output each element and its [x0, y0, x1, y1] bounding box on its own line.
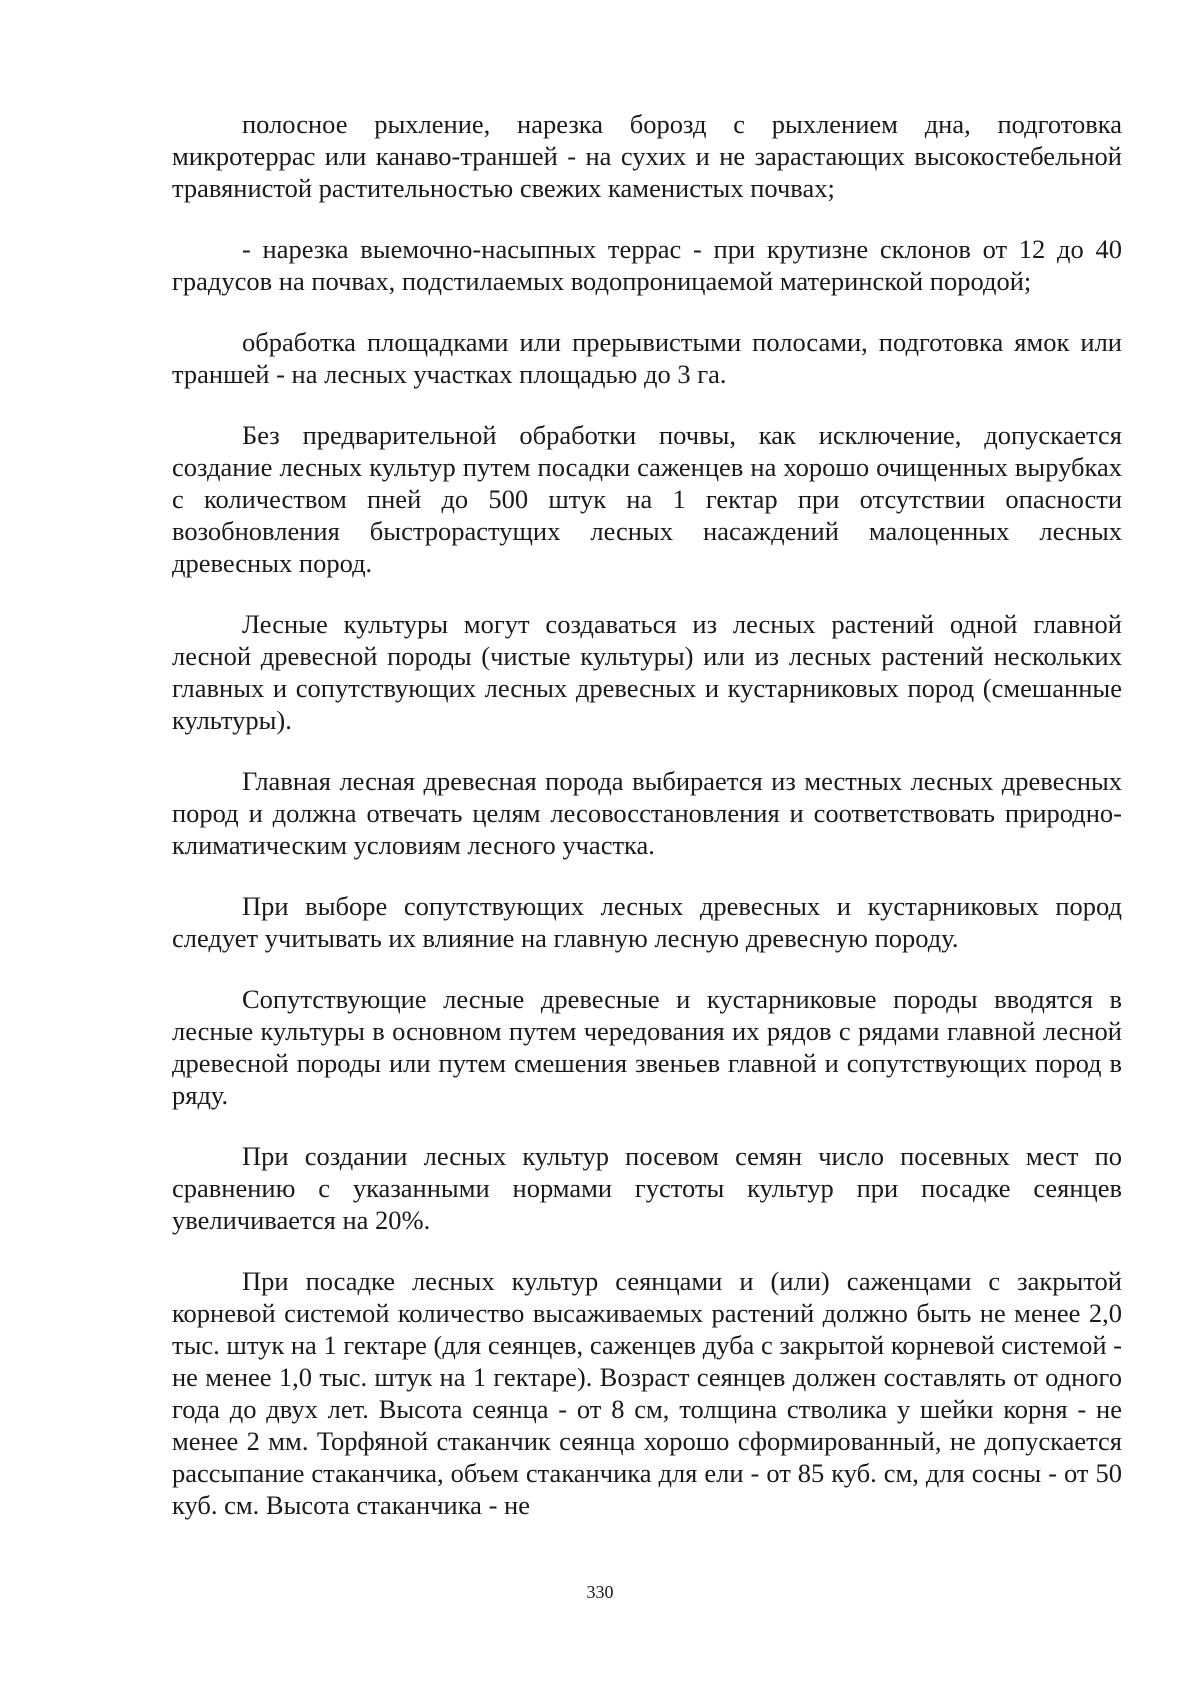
paragraph-pure-mixed-cultures: Лесные культуры могут создаваться из лесных растений одной главной лесной древесной породы (чистые культуры) или из лесных растений нескольких главных и сопутствующих лесных древесных и кустарниковых пород (смешанные культуры). — [172, 609, 1122, 735]
paragraph-companion-selection: При выборе сопутствующих лесных древесных и кустарниковых пород следует учитывать их влияние на главную лесную древесную породу. — [172, 891, 1122, 953]
page-number: 330 — [586, 1582, 614, 1602]
paragraph-plots-strips: обработка площадками или прерывистыми полосами, подготовка ямок или траншей - на лесных участках площадью до 3 га. — [172, 327, 1122, 389]
paragraph-terraces: - нарезка выемочно-насыпных террас - при крутизне склонов от 12 до 40 градусов на почвах, подстилаемых водопроницаемой материнской породой; — [172, 234, 1122, 296]
paragraph-without-soil-treatment: Без предварительной обработки почвы, как исключение, допускается создание лесных культур путем посадки саженцев на хорошо очищенных вырубках с количеством пней до 500 штук на 1 гектар при отсутствии опасности возобновления быстрорастущих лесных насаждений малоценных лесных древесных пород. — [172, 420, 1122, 578]
paragraph-seeding-density: При создании лесных культур посевом семян число посевных мест по сравнению с указанными нормами густоты культур при посадке сеянцев увеличивается на 20%. — [172, 1141, 1122, 1235]
paragraph-main-species: Главная лесная древесная порода выбирается из местных лесных древесных пород и должна отвечать целям лесовосстановления и соответствовать природно-климатическим условиям лесного участка. — [172, 766, 1122, 860]
paragraph-companion-introduction: Сопутствующие лесные древесные и кустарниковые породы вводятся в лесные культуры в основном путем чередования их рядов с рядами главной лесной древесной породы или путем смешения звеньев главной и сопутствующих пород в ряду. — [172, 984, 1122, 1110]
paragraph-soil-loosening: полосное рыхление, нарезка борозд с рыхлением дна, подготовка микротеррас или канаво-траншей - на сухих и не зарастающих высокостебельной травянистой растительностью свежих каменистых почвах; — [172, 109, 1122, 203]
page-body — [172, 108, 1122, 1550]
paragraph-closed-root-seedlings: При посадке лесных культур сеянцами и (или) саженцами с закрытой корневой системой количество высаживаемых растений должно быть не менее 2,0 тыс. штук на 1 гектаре (для сеянцев, саженцев дуба с закрытой корневой системой - не менее 1,0 тыс. штук на 1 гектаре). Возраст сеянцев должен составлять от одного года до двух лет. Высота сеянца - от 8 см, толщина стволика у шейки корня - не менее 2 мм. Торфяной стаканчик сеянца хорошо сформированный, не допускается рассыпание стаканчика, объем стаканчика для ели - от 85 куб. см, для сосны - от 50 куб. см. Высота стаканчика - не — [172, 1266, 1122, 1520]
